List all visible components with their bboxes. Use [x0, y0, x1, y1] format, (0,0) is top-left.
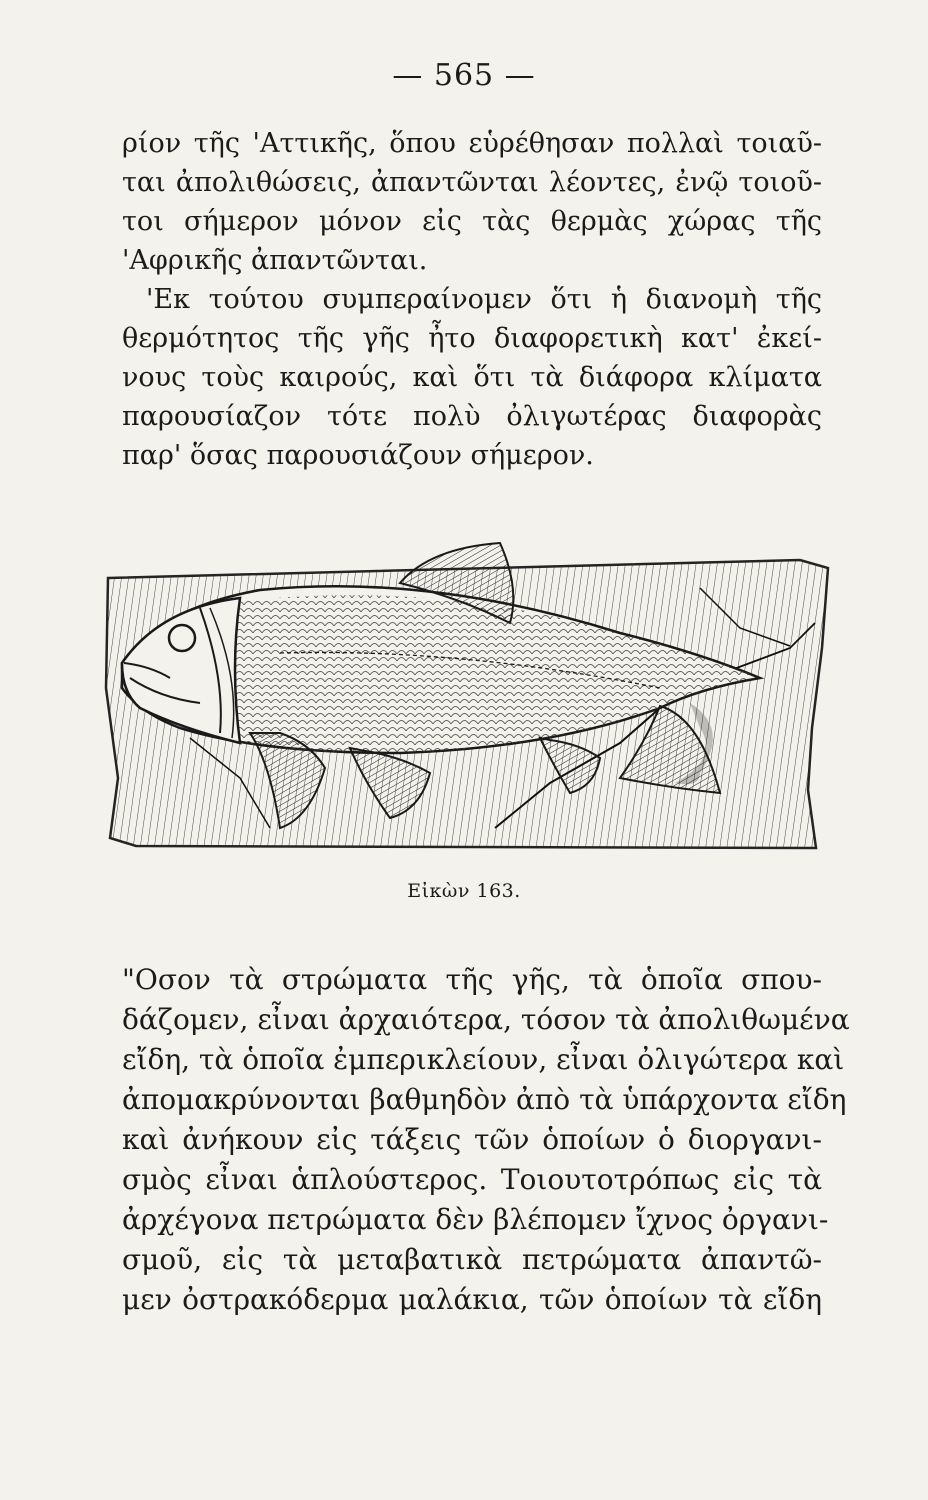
fossil-fish-engraving — [100, 528, 830, 873]
paragraph-bottom — [122, 960, 850, 1320]
text-line: "Οσον τὰ στρώματα τῆς γῆς, τὰ ὁποῖα σπου- — [122, 963, 822, 996]
text-line: δάζομεν, εἶναι ἀρχαιότερα, τόσον τὰ ἀπολιθωμένα — [122, 1003, 850, 1036]
text-line: ται ἀπολιθώσεις, ἀπαντῶνται λέοντες, ἐνῷ τοιοῦ- — [122, 167, 822, 198]
text-line: 'Εκ τούτου συμπεραίνομεν ὅτι ἡ διανομὴ τῆς — [146, 284, 822, 315]
text-line: παρουσίαζον τότε πολὺ ὀλιγωτέρας διαφορὰς — [122, 401, 822, 432]
text-line: σμὸς εἶναι ἁπλούστερος. Τοιουτοτρόπως εἰς τὰ — [122, 1163, 822, 1196]
text-line: σμοῦ, εἰς τὰ μεταβατικὰ πετρώματα ἀπαντῶ- — [122, 1243, 822, 1276]
text-line: παρ' ὅσας παρουσιάζουν σήμερον. — [122, 440, 594, 471]
paragraph-top — [122, 124, 822, 475]
text-line: ἀρχέγονα πετρώματα δὲν βλέπομεν ἴχνος ὀργανι- — [122, 1203, 829, 1236]
text-line: μεν ὀστρακόδερμα μαλάκια, τῶν ὁποίων τὰ εἴδη — [122, 1283, 822, 1316]
text-line: καὶ ἀνήκουν εἰς τάξεις τῶν ὁποίων ὁ διοργανι- — [122, 1123, 822, 1156]
text-line: ρίον τῆς 'Αττικῆς, ὅπου εὑρέθησαν πολλαὶ τοιαῦ- — [122, 128, 822, 159]
text-line: τοι σήμερον μόνον εἰς τὰς θερμὰς χώρας τῆς — [122, 206, 822, 237]
text-line: εἴδη, τὰ ὁποῖα ἐμπερικλείουν, εἶναι ὀλιγώτερα καὶ — [122, 1043, 845, 1076]
figure-caption: Εἰκὼν 163. — [407, 880, 521, 902]
page-number: — 565 — — [392, 58, 536, 93]
text-line: θερμότητος τῆς γῆς ἦτο διαφορετικὴ κατ' ἐκεί- — [122, 323, 822, 354]
text-line: νους τοὺς καιρούς, καὶ ὅτι τὰ διάφορα κλίματα — [122, 362, 822, 393]
text-line: 'Αφρικῆς ἀπαντῶνται. — [122, 245, 428, 276]
fossil-fish-illustration — [100, 528, 830, 873]
text-line: ἀπομακρύνονται βαθμηδὸν ἀπὸ τὰ ὑπάρχοντα εἴδη — [122, 1083, 847, 1116]
